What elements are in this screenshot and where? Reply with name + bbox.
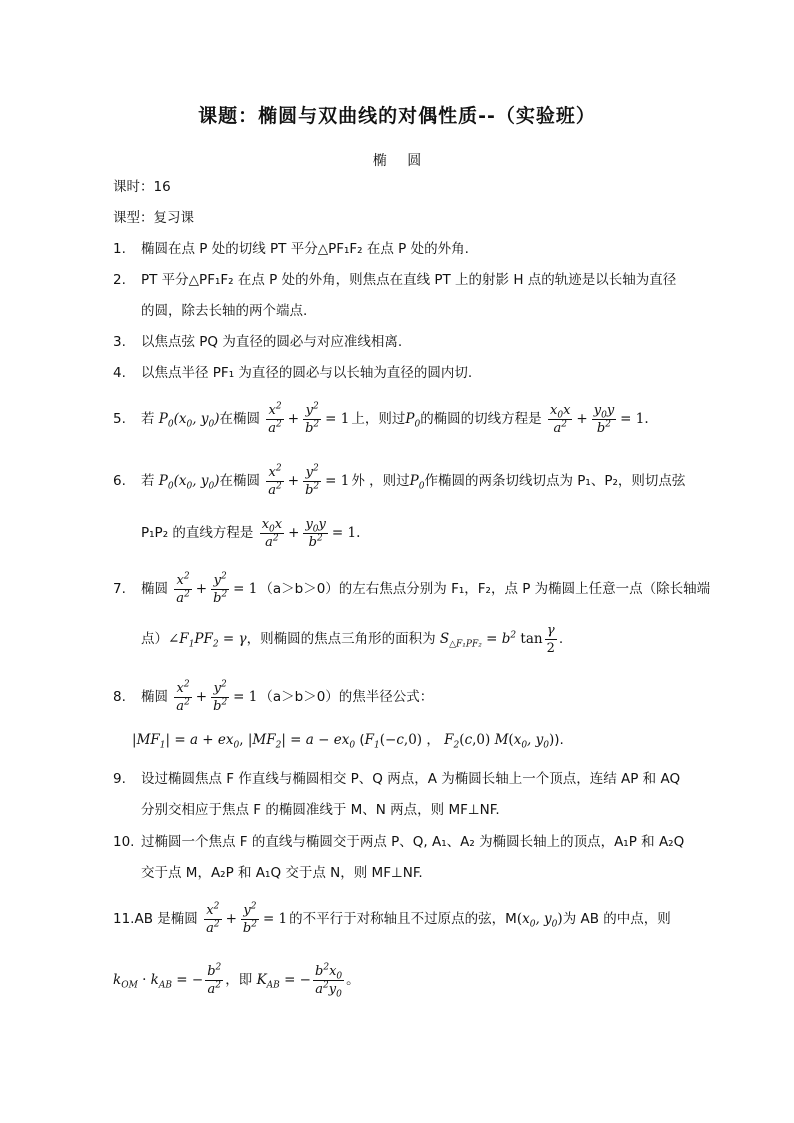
list-item-8: 8. 椭圆 $\frac{x^2}{a^2}$ + $\frac{y^2}{b^2}$ = 1 （a＞b＞0）的焦半径公式： <box>113 678 433 716</box>
formula-slope-product: $k_{OM} \cdot k_{AB}$ = − <box>113 972 204 991</box>
formula-ellipse: $\frac{x^2}{a^2}$ + $\frac{y^2}{b^2}$ = 1 <box>206 901 288 936</box>
list-item-10-continued: 交于点 M，A₂P 和 A₁Q 交于点 N，则 MF⊥NF. <box>141 865 423 881</box>
formula-tangent-line: $\frac{x_0x}{a^2}$ + $\frac{y_0y}{b^2}$ = 1. <box>549 402 649 436</box>
formula-ellipse: $\frac{x^2}{a^2}$ + $\frac{y^2}{b^2}$ = 1 <box>176 571 258 606</box>
formula-focal-radius: $|MF_1| = a + ex_0$, $|MF_2| = a - ex_0$ ($F_1(-c,0)$ ， $F_2(c,0)$ $M(x_0$, $y_0$)). <box>132 732 564 751</box>
formula-angle: $\angle F_1PF_2 = \gamma$ <box>168 631 247 650</box>
item-text: 过椭圆一个焦点 F 的直线与椭圆交于两点 P、Q, A₁、A₂ 为椭圆长轴上的顶点，A₁P 和 A₂Q <box>141 834 685 850</box>
lesson-type: 课型：复习课 <box>113 210 194 226</box>
formula-chord-line: $\frac{x_0x}{a^2}$ + $\frac{y_0y}{b^2}$ = 1. <box>261 516 361 550</box>
item-number: 9. <box>113 771 126 787</box>
formula-ellipse: $\frac{x^2}{a^2}$ + $\frac{y^2}{b^2}$ = 1 <box>268 401 350 436</box>
formula-slope-ab: $K_{AB}$ = − <box>256 972 311 991</box>
item-number: 4. <box>113 365 126 381</box>
list-item-4 <box>113 363 472 383</box>
formula-ellipse: $\frac{x^2}{a^2}$ + $\frac{y^2}{b^2}$ = 1 <box>176 679 258 714</box>
list-item-11-continued: $k_{OM} \cdot k_{AB}$ = − $\frac{b^2}{a^2}$ ，即 $K_{AB}$ = − $\frac{b^2x_0}{a^2y_0}$ 。 <box>113 962 360 1000</box>
item-text: 椭圆在点 P 处的切线 PT 平分△PF₁F₂ 在点 P 处的外角. <box>141 241 469 257</box>
item-number: 1. <box>113 241 126 257</box>
item-number: 3. <box>113 334 126 350</box>
lesson-hours: 课时：16 <box>113 179 171 195</box>
item-number: 11. <box>113 911 135 927</box>
list-item-6: 6. 若 $P_0(x_0$, $y_0$)在椭圆 $\frac{x^2}{a^2}$ + $\frac{y^2}{b^2}$ = 1 外 ，则过$P_0$作椭圆的两条切线切点为 P₁、P₂，则切点弦 <box>113 462 685 500</box>
list-item-10 <box>113 832 684 852</box>
list-item-2 <box>113 270 676 290</box>
item-number: 8. <box>113 689 126 705</box>
list-item-7-continued: 点）$\angle F_1PF_2 = \gamma$，则椭圆的焦点三角形的面积为 $S_{\triangle F_1PF_2} = b^2$ tan $\frac{\gamma}{2}$ . <box>141 622 564 656</box>
list-item-6-continued: P₁P₂ 的直线方程是 $\frac{x_0x}{a^2}$ + $\frac{y_0y}{b^2}$ = 1. <box>141 516 361 550</box>
formula-ellipse: $\frac{x^2}{a^2}$ + $\frac{y^2}{b^2}$ = 1 <box>268 463 350 498</box>
list-item-5: 5. 若 $P_0(x_0$, $y_0$)在椭圆 $\frac{x^2}{a^2}$ + $\frac{y^2}{b^2}$ = 1 上，则过$P_0$的椭圆的切线方程是 $\frac{x_0x}{a^2}$ + $\frac{y_0y}{b^2}$ = 1. <box>113 400 651 438</box>
formula-point-p0: $P_0(x_0$, $y_0$) <box>158 473 220 492</box>
item-text: 以焦点弦 PQ 为直径的圆必与对应准线相离. <box>141 334 403 350</box>
page-title: 课题：椭圆与双曲线的对偶性质--（实验班） <box>198 105 596 127</box>
item-text: 以焦点半径 PF₁ 为直径的圆必与以长轴为直径的圆内切. <box>141 365 473 381</box>
item-number: 7. <box>113 581 126 597</box>
formula-area: $S_{\triangle F_1PF_2} = b^2$ tan <box>439 630 543 650</box>
list-item-3 <box>113 332 402 352</box>
list-item-7: 7. 椭圆 $\frac{x^2}{a^2}$ + $\frac{y^2}{b^2}$ = 1 （a＞b＞0）的左右焦点分别为 F₁，F₂，点 P 为椭圆上任意一点（除长轴端 <box>113 570 710 608</box>
item-number: 2. <box>113 272 126 288</box>
formula-midpoint: ($x_0$, $y_0$) <box>516 911 563 930</box>
item-number: 6. <box>113 473 126 489</box>
formula-point-p0: $P_0(x_0$, $y_0$) <box>158 411 220 430</box>
list-item-2-continued: 的圆，除去长轴的两个端点. <box>141 303 308 319</box>
list-item-1 <box>113 239 469 259</box>
section-heading: 椭 圆 <box>372 153 422 169</box>
list-item-9 <box>113 769 680 789</box>
item-number: 10. <box>113 834 135 850</box>
item-text: PT 平分△PF₁F₂ 在点 P 处的外角，则焦点在直线 PT 上的射影 H 点的轨迹是以长轴为直径 <box>141 272 677 288</box>
item-text: 设过椭圆焦点 F 作直线与椭圆相交 P、Q 两点，A 为椭圆长轴上一个顶点，连结 AP 和 AQ <box>141 771 681 787</box>
item-number: 5. <box>113 411 126 427</box>
list-item-9-continued: 分别交相应于焦点 F 的椭圆准线于 M、N 两点，则 MF⊥NF. <box>141 802 500 818</box>
list-item-11: 11.AB 是椭圆 $\frac{x^2}{a^2}$ + $\frac{y^2}{b^2}$ = 1 的不平行于对称轴且不过原点的弦，$M(x_0$, $y_0$)为 AB 的中点，则 <box>113 901 671 936</box>
